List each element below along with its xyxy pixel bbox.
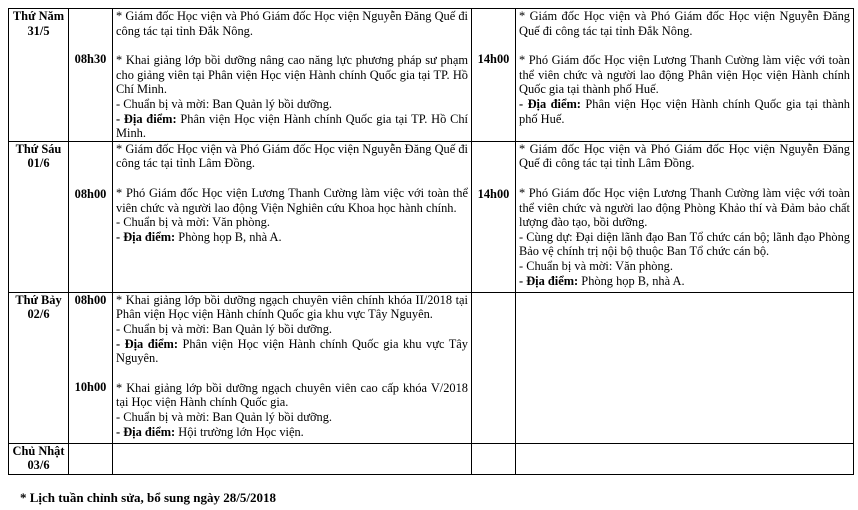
- event-text: * Giám đốc Học viện và Phó Giám đốc Học viện Nguyễn Đăng Quế đi công tác tại tỉnh Lâm Đồng.: [519, 141, 850, 171]
- time-cell: [472, 443, 516, 474]
- revision-footnote: * Lịch tuần chỉnh sửa, bổ sung ngày 28/5/2018: [20, 490, 276, 505]
- event-text: * Khai giảng lớp bồi dưỡng ngạch chuyên viên chính khóa II/2018 tại Phân viện Học viện Hành chính Quốc gia khu vực Tây Nguyên.: [116, 292, 468, 322]
- day-date: 03/6: [27, 458, 50, 473]
- event-cell: [516, 141, 854, 292]
- time-label: 14h00: [477, 52, 510, 66]
- event-text: * Khai giảng lớp bồi dưỡng ngạch chuyên viên cao cấp khóa V/2018 tại Học viện Hành chính Quốc gia.: [116, 380, 468, 410]
- location-line: [519, 274, 850, 289]
- event-cell: [113, 443, 472, 474]
- day-cell: [9, 9, 69, 142]
- day-cell: [9, 292, 69, 443]
- location-line: [116, 337, 468, 366]
- location-label: - Địa điểm:: [116, 336, 178, 351]
- time-cell: [472, 292, 516, 443]
- location-label: - Địa điểm:: [116, 111, 177, 126]
- table-row: [9, 443, 854, 474]
- prepare-line: - Chuẩn bị và mời: Ban Quản lý bồi dưỡng.: [116, 409, 332, 424]
- location-label: - Địa điểm:: [519, 96, 581, 111]
- location-value: Hội trường lớn Học viện.: [175, 424, 304, 439]
- day-cell: [9, 141, 69, 292]
- day-name: Thứ Năm: [12, 9, 65, 23]
- location-line: [519, 97, 850, 126]
- location-label: - Địa điểm:: [116, 229, 176, 244]
- event-cell: [516, 9, 854, 142]
- event-text: * Khai giảng lớp bồi dưỡng nâng cao năng lực phương pháp sư phạm cho giảng viên tại Phân viện Học viện Hành chính Quốc gia tại TP. Hồ Chí Minh.: [116, 53, 468, 97]
- time-cell: [472, 9, 516, 142]
- day-name: Thứ Sáu: [15, 141, 62, 156]
- time-label: 14h00: [477, 186, 510, 201]
- time-label: 08h00: [74, 186, 107, 201]
- location-label: - Địa điểm:: [519, 273, 579, 288]
- day-name: Thứ Bảy: [15, 292, 62, 307]
- location-value: Phân viện Học viện Hành chính Quốc gia tại TP. Hồ Chí Minh.: [116, 111, 468, 141]
- event-text: * Giám đốc Học viện và Phó Giám đốc Học viện Nguyễn Đăng Quế đi công tác tại tỉnh Đắk Nông.: [519, 9, 850, 38]
- table-row: [9, 292, 854, 443]
- day-date: 02/6: [27, 307, 50, 322]
- event-text: * Giám đốc Học viện và Phó Giám đốc Học viện Nguyễn Đăng Quế đi công tác tại tỉnh Lâm Đồng.: [116, 141, 468, 171]
- event-text: * Giám đốc Học viện và Phó Giám đốc Học viện Nguyễn Đăng Quế đi công tác tại tỉnh Đắk Nông.: [116, 9, 468, 38]
- location-value: Phân viện Học viện Hành chính Quốc gia tại thành phố Huế.: [519, 96, 850, 126]
- event-text: * Phó Giám đốc Học viện Lương Thanh Cường làm việc với toàn thể viên chức và người lao động Phân viện Học viện Hành chính Quốc gia tại thành phố Huế.: [519, 53, 850, 97]
- day-date: 31/5: [27, 23, 50, 38]
- event-cell: [113, 9, 472, 142]
- location-value: Phòng họp B, nhà A.: [578, 273, 685, 288]
- location-value: Phân viện Học viện Hành chính Quốc gia khu vực Tây Nguyên.: [116, 336, 468, 366]
- attendees-line: - Cùng dự: Đại diện lãnh đạo Ban Tổ chức cán bộ; lãnh đạo Phòng Bảo vệ chính trị nội bộ thuộc Ban Tổ chức cán bộ.: [519, 229, 850, 259]
- event-cell: [113, 141, 472, 292]
- location-label: - Địa điểm:: [116, 424, 176, 439]
- time-cell: [69, 443, 113, 474]
- prepare-line: - Chuẩn bị và mời: Văn phòng.: [519, 258, 673, 273]
- location-line: [116, 112, 468, 141]
- location-line: [116, 425, 468, 440]
- table-row: [9, 141, 854, 292]
- day-date: 01/6: [27, 156, 50, 171]
- event-cell: [516, 292, 854, 443]
- time-cell: [69, 292, 113, 443]
- day-name: Chủ Nhật: [12, 443, 65, 458]
- time-cell: [472, 141, 516, 292]
- time-cell: [69, 141, 113, 292]
- time-label: 08h30: [74, 52, 107, 66]
- time-cell: [69, 9, 113, 142]
- prepare-line: - Chuẩn bị và mời: Ban Quản lý bồi dưỡng.: [116, 96, 332, 111]
- location-value: Phòng họp B, nhà A.: [175, 229, 282, 244]
- location-line: [116, 230, 468, 245]
- event-text: * Phó Giám đốc Học viện Lương Thanh Cường làm việc với toàn thể viên chức và người lao động Viện Nghiên cứu Khoa học hành chính.: [116, 185, 468, 215]
- day-cell: [9, 443, 69, 474]
- event-text: * Phó Giám đốc Học viện Lương Thanh Cường làm việc với toàn thể viên chức và người lao động Phòng Khảo thí và Đảm bảo chất lượng đào tạo, bồi dưỡng.: [519, 185, 850, 230]
- event-cell: [516, 443, 854, 474]
- weekly-schedule-table: [8, 8, 854, 475]
- event-cell: [113, 292, 472, 443]
- prepare-line: - Chuẩn bị và mời: Ban Quản lý bồi dưỡng.: [116, 321, 332, 336]
- table-row: [9, 9, 854, 142]
- time-label: 08h00: [74, 292, 107, 307]
- time-label: 10h00: [74, 380, 107, 395]
- prepare-line: - Chuẩn bị và mời: Văn phòng.: [116, 215, 270, 230]
